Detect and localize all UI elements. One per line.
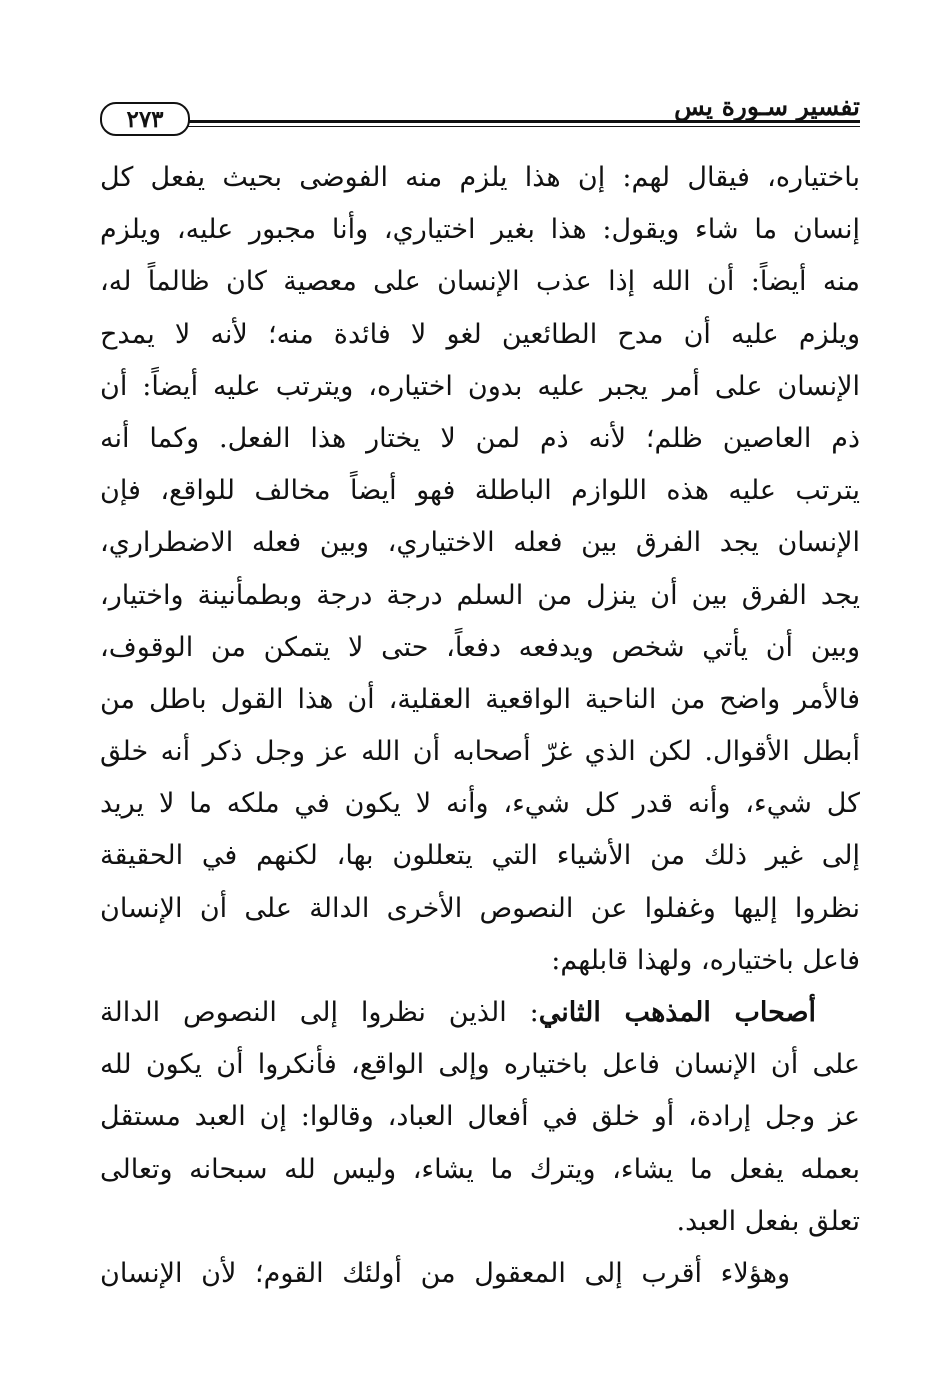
text-line: كل شيء، وأنه قدر كل شيء، وأنه لا يكون في ملكه ما لا يريد	[100, 788, 860, 820]
text-line: وبين أن يأتي شخص ويدفعه دفعاً، حتى لا يتمكن من الوقوف،	[100, 631, 860, 663]
text-line: باختياره، فيقال لهم: إن هذا يلزم منه الفوضى بحيث يفعل كل	[100, 162, 860, 193]
text-line: فاعل باختياره، ولهذا قابلهم:	[551, 944, 860, 976]
text-line: ويلزم عليه أن مدح الطائعين لغو لا فائدة منه؛ لأنه لا يمدح	[100, 318, 860, 350]
text-line: يترتب عليه هذه اللوازم الباطلة فهو أيضاً مخالف للواقع، فإن	[100, 475, 860, 507]
text-line: أبطل الأقوال. لكن الذي غرّ أصحابه أن الله عز وجل ذكر أنه خلق	[100, 736, 860, 768]
body-text	[100, 152, 860, 1300]
text-line: إلى غير ذلك من الأشياء التي يتعللون بها، لكنهم في الحقيقة	[100, 840, 860, 872]
text-line: يجد الفرق بين أن ينزل من السلم درجة درجة وبطمأنينة واختيار،	[100, 579, 860, 611]
page-header	[100, 92, 860, 134]
paragraph-heading-line	[100, 987, 860, 1039]
text-line: نظروا إليها وغفلوا عن النصوص الأخرى الدالة على أن الإنسان	[100, 892, 860, 924]
text-line: تعلق بفعل العبد.	[676, 1205, 860, 1237]
text-line: وهؤلاء أقرب إلى المعقول من أولئك القوم؛ لأن الإنسان	[100, 1257, 790, 1289]
text-line: منه أيضاً: أن الله إذا عذب الإنسان على معصية كان ظالماً له،	[100, 266, 860, 298]
page-number: ٢٧٣	[100, 102, 190, 136]
header-rule	[182, 120, 860, 127]
text-line: الإنسان يجد الفرق بين فعله الاختياري، وبين فعله الاضطراري،	[100, 527, 860, 559]
text-line: ذم العاصين ظلم؛ لأنه ذم لمن لا يختار هذا الفعل. وكما أنه	[100, 422, 860, 454]
text-line: إنسان ما شاء ويقول: هذا بغير اختياري، وأنا مجبور عليه، ويلزم	[100, 214, 860, 246]
text-line: بعمله يفعل ما يشاء، ويترك ما يشاء، وليس لله سبحانه وتعالى	[100, 1153, 860, 1185]
second-school-term: أصحاب المذهب الثاني	[538, 997, 817, 1028]
running-title: تفسير سـورة يس	[674, 92, 860, 121]
text-line: فالأمر واضح من الناحية الواقعية العقلية، أن هذا القول باطل من	[100, 683, 860, 715]
text-line: على أن الإنسان فاعل باختياره وإلى الواقع، فأنكروا أن يكون لله	[100, 1049, 860, 1081]
text-fragment: : الذين نظروا إلى النصوص الدالة	[100, 997, 539, 1028]
text-line: عز وجل إرادة، أو خلق في أفعال العباد، وقالوا: إن العبد مستقل	[100, 1101, 860, 1133]
text-line: الإنسان على أمر يجبر عليه بدون اختياره، ويترتب عليه أيضاً: أن	[100, 370, 860, 402]
